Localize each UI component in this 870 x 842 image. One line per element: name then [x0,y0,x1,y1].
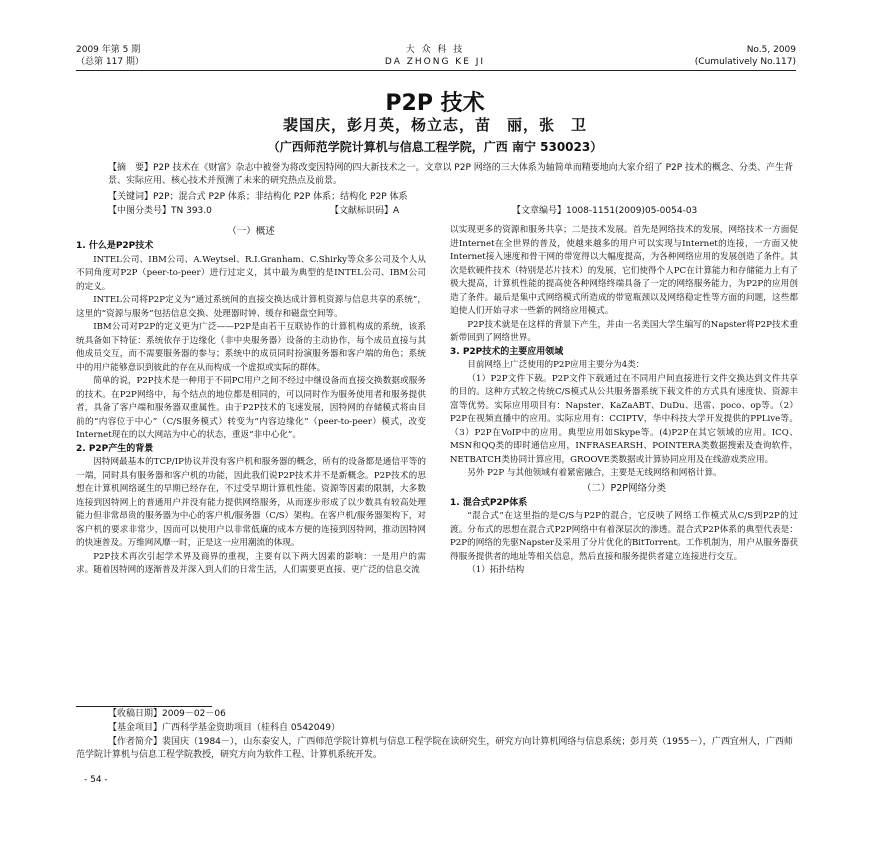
subheading-hybrid-p2p: 1. 混合式P2P体系 [450,497,528,508]
issue-number-en: No.5, 2009 [746,45,796,55]
article-number: 【文章编号】1008-1151(2009)05-0054-03 [512,206,698,216]
affiliation: （广西师范学院计算机与信息工程学院，广西 南宁 530023） [267,140,603,154]
header-right [640,44,796,68]
authors: 裴国庆，彭月英，杨立志，苗 丽，张 卫 [282,116,587,134]
keywords: 【关键词】P2P；混合式 P2P 体系；非结构化 P2P 体系；结构化 P2P 体系 [108,192,408,202]
paragraph: 简单的说，P2P技术是一种用于不同PC用户之间不经过中继设备而直接交换数据或服务的技术。在P2P网络中，每个结点的地位都是相同的，可以同时作为服务使用者和服务提供者，具备了客户端和服务器双重属性。由于P2P技术的飞速发展，因特网的存储模式将由目前的“内容位于中心”（C/S服务模式）转变为“内容边缘化”（peer-to-peer）模式，改变Internet现在的以大网站为中心的状态，重返“非中心化”。 [76,376,426,440]
subheading-what-is-p2p: 1. 什么是P2P技术 [76,241,154,251]
paragraph: INTEL公司将P2P定义为“通过系统间的直接交换达成计算机资源与信息共享的系统”，这里的“资源与服务”包括信息交换、处理器时钟、缓存和磁盘空间等。 [76,295,426,319]
classification-number: 【中图分类号】TN 393.0 [108,206,212,216]
section-heading-classification: （二）P2P网络分类 [581,482,666,494]
paragraph: P2P技术再次引起学术界及商界的重视，主要有以下两大因素的影响：一是用户的需求。随着因特网的逐渐普及并深入到人们的日常生活，人们需要更直接、更广泛的信息交流 [76,551,426,575]
page-title: P2P 技术 [385,91,485,116]
cumulative-number-en: (Cumulatively No.117) [694,57,796,67]
paragraph: IBM公司对P2P的定义更为广泛——P2P是由若干互联协作的计算机构成的系统，该系统具备如下特征：系统依存于边缘化（非中央服务器）设备的主动协作，每个成员直接与其他成员交互，而不需要服务器的参与；系统中的成员同时扮演服务器和客户端的角色；系统中的用户能够意识到彼此的存在从而构成一个虚拟或实际的群体。 [76,322,426,373]
paragraph: （1）拓扑结构 [467,565,525,575]
author-introduction: 【作者简介】裴国庆（1984－），山东泰安人，广西师范学院计算机与信息工程学院在读研究生，研究方向计算机网络与信息系统；彭月英（1955－），广西宜州人，广西师范学院计算机与信息工程学院教授，研究方向为软件工程、计算机系统开发。 [76,737,793,760]
paragraph: 目前网络上广泛使用的P2P应用主要分为4类： [467,360,645,370]
journal-name-pinyin: DA ZHONG KE JI [384,57,486,67]
issue-label: 2009 年第 5 期 [76,45,141,55]
paragraph: INTEL公司、IBM公司、A.Weytsel、R.I.Granham、C.Shirky等众多公司及个人从不同角度对P2P（peer-to-peer）进行过定义，其中最为典型的是INTEL公司、IBM公司的定义。 [76,254,426,292]
subheading-applications: 3. P2P技术的主要应用领域 [450,346,564,357]
received-date: 【收稿日期】2009－02－06 [108,709,226,719]
header-center [360,44,510,68]
paragraph: 因特网最基本的TCP/IP协议并没有客户机和服务器的概念，所有的设备都是通信平等的一端，同时具有服务器和客户机的功能，因此我们说P2P技术并不是新概念。P2P技术的思想在计算机网络诞生的早期已经存在，不过受早期计算机性能、资源等因素的限制，大多数连接到因特网上的普通用户并没有能力提供网络服务，从而逐步形成了以少数具有较高处理能力但非常昂贵的服务器为中心的客户机/服务器（C/S）架构。在客户机/服务器架构下，对客户机的要求非常少，因而可以使用户以非常低廉的成本方便的连接到因特网，推动因特网的快速普及。万维网风靡一时，正是这一应用潮流的体现。 [76,457,426,548]
header-left [76,44,144,68]
fund-project: 【基金项目】广西科学基金资助项目（桂科自 0542049） [108,723,340,733]
page-number: - 54 - [84,775,108,785]
cumulative-issue-label: （总第 117 期） [76,57,144,67]
paragraph: P2P技术就是在这样的背景下产生，并由一名美国大学生编写的Napster将P2P技术重新带回到了网络世界。 [450,319,798,343]
footnote-rule [76,706,212,707]
left-column [76,224,426,578]
journal-name: 大 众 科 技 [405,45,465,55]
abstract: 【摘 要】P2P 技术在《财富》杂志中被誉为将改变因特网的四大新技术之一。文章以 P2P 网络的三大体系为轴简单而精要地向大家介绍了 P2P 技术的概念、分类、产生背景、实际应用、核心技术并预测了未来的研究热点及前景。 [108,163,794,186]
document-code: 【文献标识码】A [330,206,400,216]
header-rule [76,70,796,71]
paragraph: “混合式”在这里指的是C/S与P2P的混合，它反映了网络工作模式从C/S到P2P的过渡。分布式的思想在混合式P2P网络中有着深层次的渗透。混合式P2P体系的典型代表是：P2P的网络的先驱Napster及采用了分片优化的BitTorrent。工作机制为，用户从服务器获得服务提供者的地址等相关信息，然后直接和服务提供者建立连接进行交互。 [450,511,798,562]
paragraph: 以实现更多的资源和服务共享；二是技术发展。首先是网络技术的发展，网络技术一方面促进Internet在全世界的普及，使越来越多的用户可以实现与Internet的连接，一方面又使Internet接入速度和骨干网的带宽得以大幅度提高，为各种网络应用的发展创造了条件。其次是软硬件技术（特别是芯片技术）的发展，它们使得个人PC在计算能力和存储能力上有了极大提高，计算机性能的提高使各种网络终端具备了一定的网络服务能力，为P2P的应用创造了条件。最后是集中式网络模式所造成的带宽瓶颈以及网络稳定性等方面的问题，这些都迫使人们开始寻求一些新的网络应用模式。 [450,225,798,316]
subheading-p2p-background: 2. P2P产生的背景 [76,443,154,454]
paragraph: 另外 P2P 与其他领域有着紧密融合，主要是无线网络和网格计算。 [467,468,722,478]
section-heading-overview: （一）概述 [227,226,275,237]
right-column [450,224,798,578]
paragraph: （1）P2P文件下载。P2P文件下载通过在不同用户间直接进行文件交换达到文件共享的目的。这种方式较之传统C/S模式从公共服务器系统下载文件的方式具有速度快、资源丰富等优势。实际应用项目有：Napster、KaZaABT、DuDu、迅雷、poco、op等。（2）P2P在视频直播中的应用。实际应用有：CCIPTV，华中科技大学开发提供的PPLive等。（3）P2P在VoIP中的应用。典型应用如Skype等。(4)P2P在其它领域的应用。ICQ、MSN和QQ类的即时通信应用，INFRASEARSH、POINTERA类数据搜索及查询软件，NETBATCH类协同计算应用，GROOVE类数据或计算协同应用及在线游戏类应用。 [450,373,798,465]
